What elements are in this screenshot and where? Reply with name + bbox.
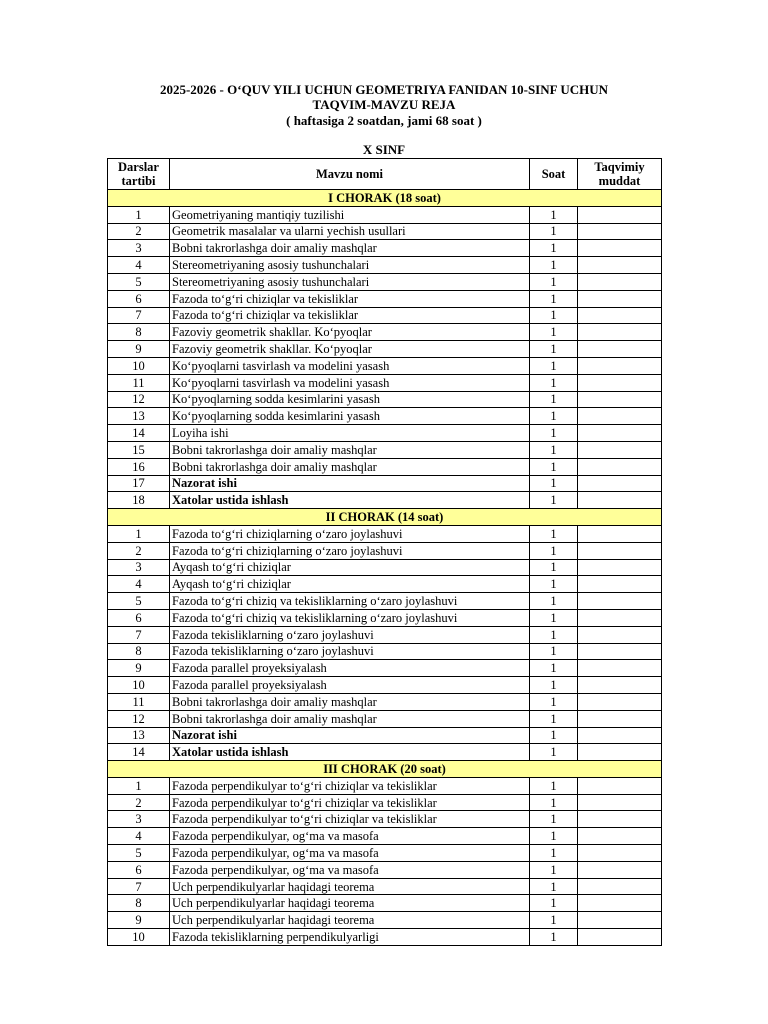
quarter-header-row [108, 509, 662, 526]
column-header-date: Taqvimiy muddat [578, 159, 662, 190]
lesson-date [578, 391, 662, 408]
lesson-number: 16 [108, 458, 170, 475]
lesson-hours: 1 [530, 290, 578, 307]
lesson-date [578, 593, 662, 610]
lesson-date [578, 660, 662, 677]
table-row [108, 593, 662, 610]
table-row [108, 542, 662, 559]
lesson-topic: Geometrik masalalar va ularni yechish usullari [170, 223, 530, 240]
lesson-hours: 1 [530, 677, 578, 694]
lesson-number: 2 [108, 794, 170, 811]
lesson-date [578, 290, 662, 307]
lesson-topic: Xatolar ustida ishlash [170, 744, 530, 761]
lesson-number: 17 [108, 475, 170, 492]
lesson-date [578, 811, 662, 828]
table-row [108, 223, 662, 240]
lesson-number: 10 [108, 929, 170, 946]
lesson-hours: 1 [530, 240, 578, 257]
lesson-topic: Ko‘pyoqlarning sodda kesimlarini yasash [170, 391, 530, 408]
table-row [108, 845, 662, 862]
lesson-hours: 1 [530, 441, 578, 458]
table-row [108, 206, 662, 223]
table-row [108, 357, 662, 374]
lesson-topic: Stereometriyaning asosiy tushunchalari [170, 273, 530, 290]
lesson-date [578, 307, 662, 324]
table-row [108, 693, 662, 710]
lesson-topic: Ko‘pyoqlarni tasvirlash va modelini yasash [170, 357, 530, 374]
lesson-date [578, 643, 662, 660]
lesson-hours: 1 [530, 593, 578, 610]
table-row [108, 525, 662, 542]
lesson-topic: Fazoda to‘g‘ri chiziqlarning o‘zaro joylashuvi [170, 542, 530, 559]
lesson-hours: 1 [530, 912, 578, 929]
lesson-date [578, 408, 662, 425]
lesson-number: 10 [108, 677, 170, 694]
table-row [108, 861, 662, 878]
table-row [108, 273, 662, 290]
lesson-topic: Fazoda tekisliklarning perpendikulyarligi [170, 929, 530, 946]
lesson-date [578, 374, 662, 391]
lesson-hours: 1 [530, 206, 578, 223]
table-header-row [108, 159, 662, 190]
document-subtitle: ( haftasiga 2 soatdan, jami 68 soat ) [286, 113, 482, 128]
lesson-hours: 1 [530, 727, 578, 744]
lesson-number: 8 [108, 643, 170, 660]
lesson-topic: Fazoviy geometrik shakllar. Ko‘pyoqlar [170, 341, 530, 358]
lesson-topic: Ayqash to‘g‘ri chiziqlar [170, 559, 530, 576]
table-row [108, 240, 662, 257]
lesson-date [578, 458, 662, 475]
lesson-hours: 1 [530, 307, 578, 324]
quarter-title: I CHORAK (18 soat) [108, 190, 662, 207]
lesson-number: 9 [108, 912, 170, 929]
lesson-hours: 1 [530, 391, 578, 408]
lesson-hours: 1 [530, 492, 578, 509]
table-row [108, 811, 662, 828]
lesson-date [578, 525, 662, 542]
column-header-hours: Soat [530, 159, 578, 190]
table-row [108, 878, 662, 895]
table-row [108, 324, 662, 341]
lesson-hours: 1 [530, 777, 578, 794]
lesson-hours: 1 [530, 458, 578, 475]
table-row [108, 710, 662, 727]
lesson-date [578, 626, 662, 643]
lesson-hours: 1 [530, 223, 578, 240]
lesson-number: 12 [108, 391, 170, 408]
lesson-hours: 1 [530, 710, 578, 727]
table-row [108, 425, 662, 442]
lesson-hours: 1 [530, 895, 578, 912]
column-header-topic: Mavzu nomi [170, 159, 530, 190]
lesson-number: 1 [108, 525, 170, 542]
lesson-date [578, 693, 662, 710]
quarter-title: III CHORAK (20 soat) [108, 761, 662, 778]
lesson-topic: Fazoda perpendikulyar, og‘ma va masofa [170, 861, 530, 878]
lesson-number: 7 [108, 307, 170, 324]
lesson-topic: Fazoda perpendikulyar, og‘ma va masofa [170, 828, 530, 845]
table-row [108, 727, 662, 744]
lesson-date [578, 559, 662, 576]
table-row [108, 677, 662, 694]
lesson-hours: 1 [530, 559, 578, 576]
lesson-topic: Nazorat ishi [170, 475, 530, 492]
lesson-date [578, 475, 662, 492]
lesson-hours: 1 [530, 542, 578, 559]
lesson-number: 5 [108, 845, 170, 862]
table-row [108, 290, 662, 307]
table-row [108, 257, 662, 274]
lesson-date [578, 710, 662, 727]
class-label: X SINF [362, 142, 406, 157]
lesson-date [578, 273, 662, 290]
lesson-topic: Fazoda tekisliklarning o‘zaro joylashuvi [170, 626, 530, 643]
lesson-number: 9 [108, 341, 170, 358]
table-row [108, 828, 662, 845]
lesson-hours: 1 [530, 878, 578, 895]
lesson-topic: Fazoda to‘g‘ri chiziq va tekisliklarning o‘zaro joylashuvi [170, 593, 530, 610]
table-row [108, 391, 662, 408]
lesson-number: 3 [108, 559, 170, 576]
lesson-topic: Xatolar ustida ishlash [170, 492, 530, 509]
lesson-hours: 1 [530, 626, 578, 643]
lesson-topic: Fazoda perpendikulyar to‘g‘ri chiziqlar va tekisliklar [170, 811, 530, 828]
lesson-number: 8 [108, 895, 170, 912]
lesson-date [578, 223, 662, 240]
lesson-topic: Fazoda to‘g‘ri chiziqlar va tekisliklar [170, 290, 530, 307]
lesson-topic: Loyiha ishi [170, 425, 530, 442]
lesson-topic: Geometriyaning mantiqiy tuzilishi [170, 206, 530, 223]
lesson-number: 13 [108, 727, 170, 744]
lesson-topic: Bobni takrorlashga doir amaliy mashqlar [170, 458, 530, 475]
lesson-number: 13 [108, 408, 170, 425]
lesson-topic: Uch perpendikulyarlar haqidagi teorema [170, 895, 530, 912]
lesson-hours: 1 [530, 643, 578, 660]
lesson-hours: 1 [530, 475, 578, 492]
lesson-date [578, 492, 662, 509]
lesson-number: 3 [108, 240, 170, 257]
lesson-number: 2 [108, 542, 170, 559]
lesson-number: 5 [108, 593, 170, 610]
lesson-topic: Fazoda parallel proyeksiyalash [170, 660, 530, 677]
lesson-date [578, 929, 662, 946]
lesson-topic: Bobni takrorlashga doir amaliy mashqlar [170, 240, 530, 257]
lesson-topic: Fazoda to‘g‘ri chiziqlar va tekisliklar [170, 307, 530, 324]
lesson-date [578, 542, 662, 559]
table-row [108, 307, 662, 324]
lesson-date [578, 341, 662, 358]
lesson-hours: 1 [530, 828, 578, 845]
lesson-date [578, 425, 662, 442]
table-row [108, 475, 662, 492]
lesson-number: 11 [108, 693, 170, 710]
lesson-number: 6 [108, 290, 170, 307]
quarter-title: II CHORAK (14 soat) [108, 509, 662, 526]
lesson-number: 4 [108, 828, 170, 845]
lesson-hours: 1 [530, 744, 578, 761]
lesson-topic: Ayqash to‘g‘ri chiziqlar [170, 576, 530, 593]
lesson-topic: Nazorat ishi [170, 727, 530, 744]
lesson-date [578, 912, 662, 929]
lesson-number: 5 [108, 273, 170, 290]
table-row [108, 895, 662, 912]
lesson-number: 9 [108, 660, 170, 677]
lesson-hours: 1 [530, 660, 578, 677]
lesson-hours: 1 [530, 811, 578, 828]
lesson-topic: Ko‘pyoqlarni tasvirlash va modelini yasash [170, 374, 530, 391]
lesson-number: 3 [108, 811, 170, 828]
table-row [108, 912, 662, 929]
quarter-header-row [108, 190, 662, 207]
lesson-number: 6 [108, 609, 170, 626]
lesson-hours: 1 [530, 861, 578, 878]
lesson-date [578, 727, 662, 744]
lesson-date [578, 845, 662, 862]
lesson-hours: 1 [530, 273, 578, 290]
lesson-date [578, 744, 662, 761]
table-row [108, 408, 662, 425]
lesson-number: 8 [108, 324, 170, 341]
lesson-hours: 1 [530, 525, 578, 542]
lesson-topic: Fazoda perpendikulyar to‘g‘ri chiziqlar va tekisliklar [170, 777, 530, 794]
lesson-topic: Fazoda to‘g‘ri chiziqlarning o‘zaro joylashuvi [170, 525, 530, 542]
lesson-topic: Fazoda perpendikulyar to‘g‘ri chiziqlar va tekisliklar [170, 794, 530, 811]
table-row [108, 492, 662, 509]
lesson-date [578, 878, 662, 895]
lesson-topic: Fazoda to‘g‘ri chiziq va tekisliklarning o‘zaro joylashuvi [170, 609, 530, 626]
table-row [108, 794, 662, 811]
lesson-date [578, 324, 662, 341]
quarter-header-row [108, 761, 662, 778]
lesson-number: 11 [108, 374, 170, 391]
lesson-date [578, 240, 662, 257]
lesson-date [578, 441, 662, 458]
lesson-number: 7 [108, 626, 170, 643]
lesson-number: 15 [108, 441, 170, 458]
lesson-number: 6 [108, 861, 170, 878]
lesson-hours: 1 [530, 425, 578, 442]
lesson-hours: 1 [530, 374, 578, 391]
document-title-line-1: 2025-2026 - O‘QUV YILI UCHUN GEOMETRIYA FANIDAN 10-SINF UCHUN [159, 82, 609, 97]
lesson-hours: 1 [530, 845, 578, 862]
lesson-date [578, 576, 662, 593]
table-row [108, 341, 662, 358]
lesson-number: 18 [108, 492, 170, 509]
lesson-topic: Uch perpendikulyarlar haqidagi teorema [170, 912, 530, 929]
lesson-hours: 1 [530, 794, 578, 811]
lesson-hours: 1 [530, 257, 578, 274]
lesson-number: 4 [108, 576, 170, 593]
lesson-date [578, 777, 662, 794]
lesson-date [578, 609, 662, 626]
lesson-hours: 1 [530, 609, 578, 626]
table-row [108, 441, 662, 458]
lesson-date [578, 828, 662, 845]
lesson-topic: Stereometriyaning asosiy tushunchalari [170, 257, 530, 274]
lesson-hours: 1 [530, 576, 578, 593]
lesson-number: 12 [108, 710, 170, 727]
lesson-date [578, 677, 662, 694]
lesson-number: 4 [108, 257, 170, 274]
lesson-number: 7 [108, 878, 170, 895]
lesson-hours: 1 [530, 324, 578, 341]
table-row [108, 576, 662, 593]
lesson-number: 2 [108, 223, 170, 240]
lesson-topic: Fazoviy geometrik shakllar. Ko‘pyoqlar [170, 324, 530, 341]
lesson-topic: Ko‘pyoqlarning sodda kesimlarini yasash [170, 408, 530, 425]
lesson-topic: Bobni takrorlashga doir amaliy mashqlar [170, 693, 530, 710]
table-row [108, 374, 662, 391]
lesson-hours: 1 [530, 341, 578, 358]
lesson-topic: Bobni takrorlashga doir amaliy mashqlar [170, 710, 530, 727]
table-row [108, 609, 662, 626]
table-row [108, 643, 662, 660]
document-title-line-2: TAQVIM-MAVZU REJA [312, 97, 456, 112]
lesson-number: 14 [108, 744, 170, 761]
table-body [108, 190, 662, 946]
lesson-date [578, 861, 662, 878]
lesson-number: 1 [108, 777, 170, 794]
lesson-date [578, 895, 662, 912]
table-row [108, 626, 662, 643]
table-row [108, 777, 662, 794]
lesson-topic: Fazoda perpendikulyar, og‘ma va masofa [170, 845, 530, 862]
lesson-topic: Bobni takrorlashga doir amaliy mashqlar [170, 441, 530, 458]
lesson-plan-table [107, 158, 662, 946]
table-row [108, 660, 662, 677]
lesson-topic: Fazoda parallel proyeksiyalash [170, 677, 530, 694]
lesson-topic: Uch perpendikulyarlar haqidagi teorema [170, 878, 530, 895]
lesson-hours: 1 [530, 357, 578, 374]
lesson-number: 14 [108, 425, 170, 442]
lesson-hours: 1 [530, 693, 578, 710]
table-row [108, 559, 662, 576]
table-row [108, 929, 662, 946]
lesson-date [578, 794, 662, 811]
lesson-number: 10 [108, 357, 170, 374]
lesson-hours: 1 [530, 929, 578, 946]
lesson-date [578, 357, 662, 374]
lesson-topic: Fazoda tekisliklarning o‘zaro joylashuvi [170, 643, 530, 660]
lesson-date [578, 206, 662, 223]
table-row [108, 744, 662, 761]
column-header-order: Darslar tartibi [108, 159, 170, 190]
lesson-hours: 1 [530, 408, 578, 425]
lesson-date [578, 257, 662, 274]
lesson-number: 1 [108, 206, 170, 223]
table-row [108, 458, 662, 475]
